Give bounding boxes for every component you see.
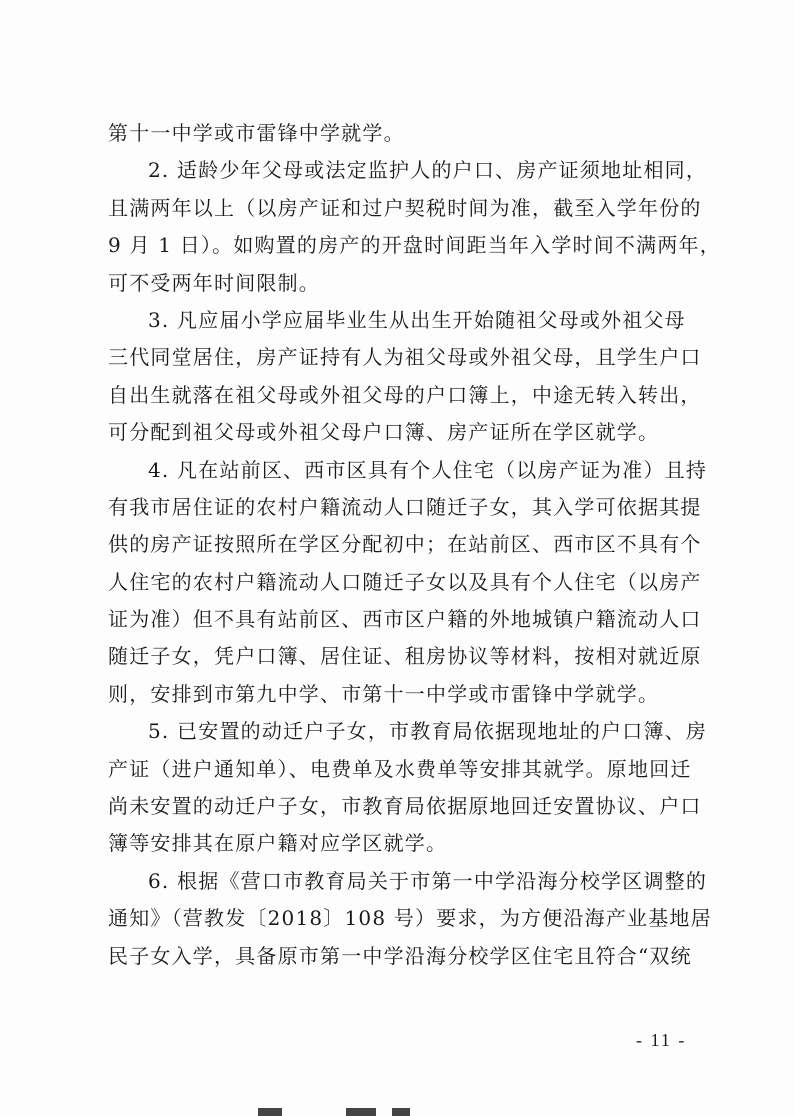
scan-artifact — [346, 1108, 376, 1116]
scan-artifact — [258, 1108, 282, 1116]
text-line: 4. 凡在站前区、西市区具有个人住宅（以房产证为准）且持 — [148, 457, 708, 482]
scan-artifact — [392, 1108, 410, 1116]
text-line: 尚未安置的动迁户子女，市教育局依据原地回迁安置协议、户口 — [108, 794, 702, 819]
text-line: 可不受两年时间限制。 — [108, 270, 320, 295]
text-line: 人住宅的农村户籍流动人口随迁子女以及具有个人住宅（以房产 — [108, 569, 702, 594]
body-text — [108, 115, 721, 975]
text-line: 3. 凡应届小学应届毕业生从出生开始随祖父母或外祖父母 — [148, 307, 686, 332]
text-line: 2. 适龄少年父母或法定监护人的户口、房产证须地址相同， — [148, 158, 708, 183]
page-number: - 11 - — [636, 1030, 687, 1050]
text-line: 通知》（营教发〔2018〕108 号）要求，为方便沿海产业基地居 — [108, 906, 712, 931]
text-line: 簿等安排其在原户籍对应学区就学。 — [108, 831, 448, 856]
text-line: 可分配到祖父母或外祖父母户口簿、房产证所在学区就学。 — [108, 420, 660, 445]
text-line: 5. 已安置的动迁户子女，市教育局依据现地址的户口簿、房 — [148, 719, 708, 744]
text-line: 三代同堂居住，房产证持有人为祖父母或外祖父母，且学生户口 — [108, 345, 702, 370]
text-line: 供的房产证按照所在学区分配初中；在站前区、西市区不具有个 — [108, 532, 702, 557]
text-line: 第十一中学或市雷锋中学就学。 — [108, 121, 405, 145]
text-line: 证为准）但不具有站前区、西市区户籍的外地城镇户籍流动人口 — [108, 607, 702, 632]
text-line: 6. 根据《营口市教育局关于市第一中学沿海分校学区调整的 — [148, 868, 708, 893]
text-line: 民子女入学，具备原市第一中学沿海分校学区住宅且符合“双统 — [108, 943, 692, 968]
text-line: 随迁子女，凭户口簿、居住证、租房协议等材料，按相对就近原 — [108, 644, 702, 669]
text-line: 9 月 1 日）。如购置的房产的开盘时间距当年入学时间不满两年， — [108, 233, 721, 258]
text-line: 且满两年以上（以房产证和过户契税时间为准，截至入学年份的 — [108, 195, 702, 220]
text-line: 自出生就落在祖父母或外祖父母的户口簿上，中途无转入转出， — [108, 382, 702, 407]
text-line: 产证（进户通知单）、电费单及水费单等安排其就学。原地回迁 — [108, 756, 692, 781]
text-line: 有我市居住证的农村户籍流动人口随迁子女，其入学可依据其提 — [108, 494, 702, 519]
text-line: 则，安排到市第九中学、市第十一中学或市雷锋中学就学。 — [108, 681, 660, 706]
